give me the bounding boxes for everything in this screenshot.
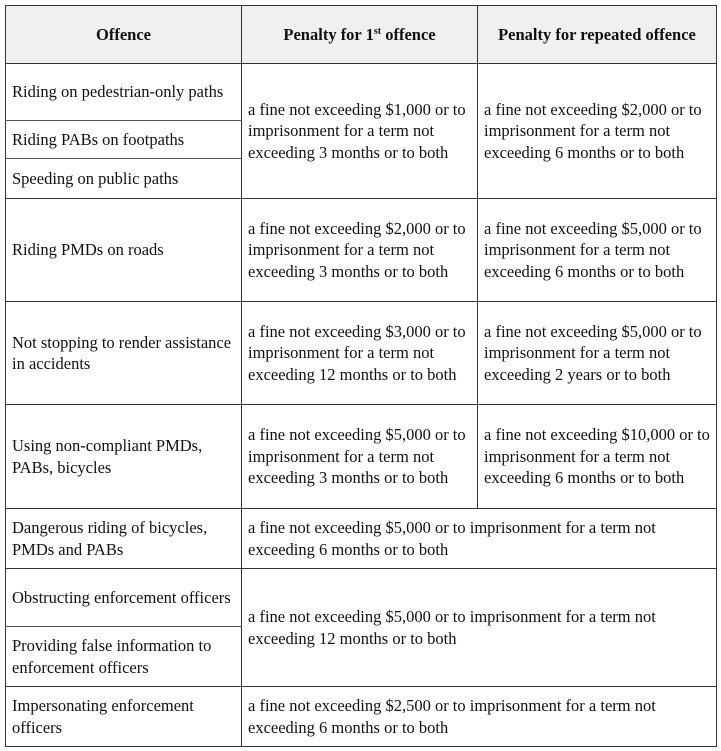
table-row xyxy=(6,569,717,627)
penalty-cell: a fine not exceeding $5,000 or to imprisonment for a term not exceeding 12 months or to both xyxy=(242,569,717,687)
header-row xyxy=(6,6,717,64)
offence-cell: Impersonating enforcement officers xyxy=(6,687,242,747)
first-penalty-cell: a fine not exceeding $3,000 or to imprisonment for a term not exceeding 12 months or to both xyxy=(242,302,478,405)
header-first-sup: st xyxy=(373,25,382,37)
offence-cell: Obstructing enforcement officers xyxy=(6,569,242,627)
penalty-cell: a fine not exceeding $2,500 or to imprisonment for a term not exceeding 6 months or to both xyxy=(242,687,717,747)
header-offence: Offence xyxy=(6,6,242,64)
repeated-penalty-cell: a fine not exceeding $10,000 or to imprisonment for a term not exceeding 6 months or to both xyxy=(478,405,717,509)
offence-cell: Providing false information to enforcement officers xyxy=(6,627,242,687)
penalties-table xyxy=(5,5,717,747)
repeated-penalty-cell: a fine not exceeding $5,000 or to imprisonment for a term not exceeding 2 years or to both xyxy=(478,302,717,405)
offence-cell: Riding PABs on footpaths xyxy=(6,121,242,159)
table-row xyxy=(6,687,717,747)
repeated-penalty-cell: a fine not exceeding $5,000 or to imprisonment for a term not exceeding 6 months or to both xyxy=(478,199,717,302)
repeated-penalty-cell: a fine not exceeding $2,000 or to imprisonment for a term not exceeding 6 months or to both xyxy=(478,64,717,199)
first-penalty-cell: a fine not exceeding $1,000 or to imprisonment for a term not exceeding 3 months or to both xyxy=(242,64,478,199)
header-first-suffix: offence xyxy=(381,24,436,44)
table-row xyxy=(6,199,717,302)
offence-cell: Dangerous riding of bicycles, PMDs and PABs xyxy=(6,509,242,569)
first-penalty-cell: a fine not exceeding $5,000 or to imprisonment for a term not exceeding 3 months or to both xyxy=(242,405,478,509)
offence-cell: Speeding on public paths xyxy=(6,159,242,199)
table-row xyxy=(6,64,717,121)
table-row xyxy=(6,302,717,405)
table-row xyxy=(6,509,717,569)
offence-cell: Riding PMDs on roads xyxy=(6,199,242,302)
offence-cell: Riding on pedestrian-only paths xyxy=(6,64,242,121)
table-row xyxy=(6,405,717,509)
first-penalty-cell: a fine not exceeding $2,000 or to imprisonment for a term not exceeding 3 months or to both xyxy=(242,199,478,302)
header-repeated-offence: Penalty for repeated offence xyxy=(478,6,717,64)
offence-cell: Not stopping to render assistance in accidents xyxy=(6,302,242,405)
offence-cell: Using non-compliant PMDs, PABs, bicycles xyxy=(6,405,242,509)
penalty-cell: a fine not exceeding $5,000 or to imprisonment for a term not exceeding 6 months or to both xyxy=(242,509,717,569)
header-first-prefix: Penalty for 1 xyxy=(283,24,374,44)
header-first-offence xyxy=(242,6,478,64)
